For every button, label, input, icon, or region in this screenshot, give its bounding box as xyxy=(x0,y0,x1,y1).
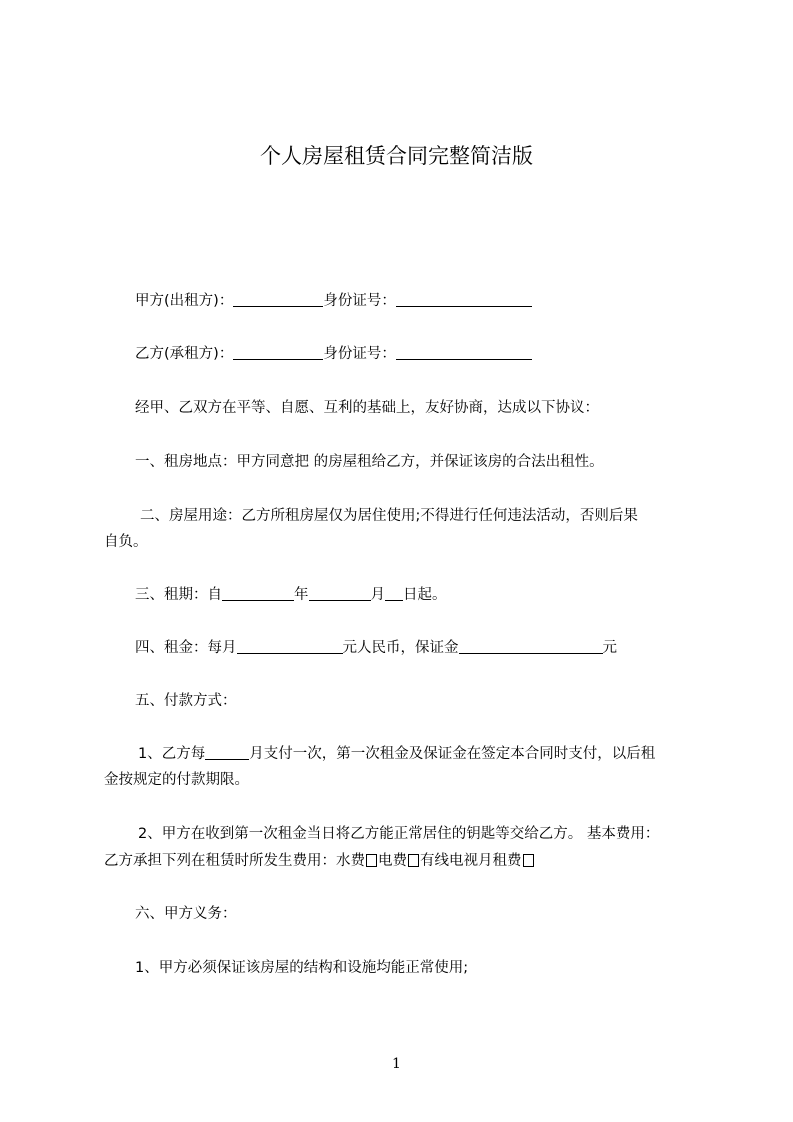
clause-5-1-line-2: 金按规定的付款期限。 xyxy=(104,772,249,788)
party-b-label: 乙方(承租方)： xyxy=(135,346,234,362)
monthly-rent-blank xyxy=(237,639,343,654)
clause-5: 五、付款方式： xyxy=(135,693,237,709)
intro-paragraph: 经甲、乙双方在平等、自愿、互利的基础上，友好协商，达成以下协议： xyxy=(135,400,599,416)
start-month-blank xyxy=(309,586,371,601)
electric-fee-checkbox[interactable] xyxy=(408,854,419,867)
clause-2-line-1: 二、房屋用途：乙方所租房屋仅为居住使用;不得进行任何违法活动，否则后果 xyxy=(140,508,638,524)
clause-5-1-line-1 xyxy=(138,744,655,764)
cable-tv-fee-label: 有线电视月租费 xyxy=(420,853,522,869)
clause-1: 一、租房地点：甲方同意把 的房屋租给乙方，并保证该房的合法出租性。 xyxy=(135,454,604,470)
page-number: 1 xyxy=(392,1056,401,1072)
clause-3-prefix: 三、租期：自 xyxy=(135,587,222,603)
party-b-name-blank xyxy=(233,345,323,360)
clause-3-suffix: 日起。 xyxy=(403,587,447,603)
clause-2-line-2: 自负。 xyxy=(104,534,148,550)
party-a-label: 甲方(出租方)： xyxy=(135,293,234,309)
clause-5-2-line-2 xyxy=(104,851,535,871)
start-year-blank xyxy=(222,586,294,601)
party-b-id-blank xyxy=(396,345,532,360)
clause-6-1: 1、甲方必须保证该房屋的结构和设施均能正常使用; xyxy=(135,960,469,976)
clause-3-year: 年 xyxy=(294,587,309,603)
party-a-id-label: 身份证号： xyxy=(323,293,396,309)
party-b-id-label: 身份证号： xyxy=(323,346,396,362)
clause-4-prefix: 四、租金：每月 xyxy=(135,640,237,656)
clause-6: 六、甲方义务： xyxy=(135,906,237,922)
party-a-id-blank xyxy=(396,292,532,307)
party-a-line xyxy=(135,291,532,311)
party-b-line xyxy=(135,344,532,364)
clause-3 xyxy=(135,585,447,605)
payment-interval-blank xyxy=(205,745,249,760)
clause-5-1-prefix: 1、乙方每 xyxy=(138,746,206,762)
clause-5-1-rest: 月支付一次，第一次租金及保证金在签定本合同时支付，以后租 xyxy=(249,746,656,762)
page-title: 个人房屋租赁合同完整简洁版 xyxy=(260,144,533,168)
start-day-blank xyxy=(385,586,403,601)
cable-tv-fee-checkbox[interactable] xyxy=(523,854,534,867)
clause-4-suffix: 元 xyxy=(602,640,617,656)
clause-4 xyxy=(135,638,617,658)
water-fee-checkbox[interactable] xyxy=(366,854,377,867)
clause-5-2-line-1: 2、甲方在收到第一次租金当日将乙方能正常居住的钥匙等交给乙方。 基本费用： xyxy=(138,826,660,842)
clause-5-2-prefix: 乙方承担下列在租赁时所发生费用：水费 xyxy=(104,853,365,869)
party-a-name-blank xyxy=(233,292,323,307)
clause-3-month: 月 xyxy=(370,587,385,603)
clause-4-mid: 元人民币，保证金 xyxy=(342,640,459,656)
electric-fee-label: 电费 xyxy=(378,853,407,869)
deposit-blank xyxy=(459,639,603,654)
